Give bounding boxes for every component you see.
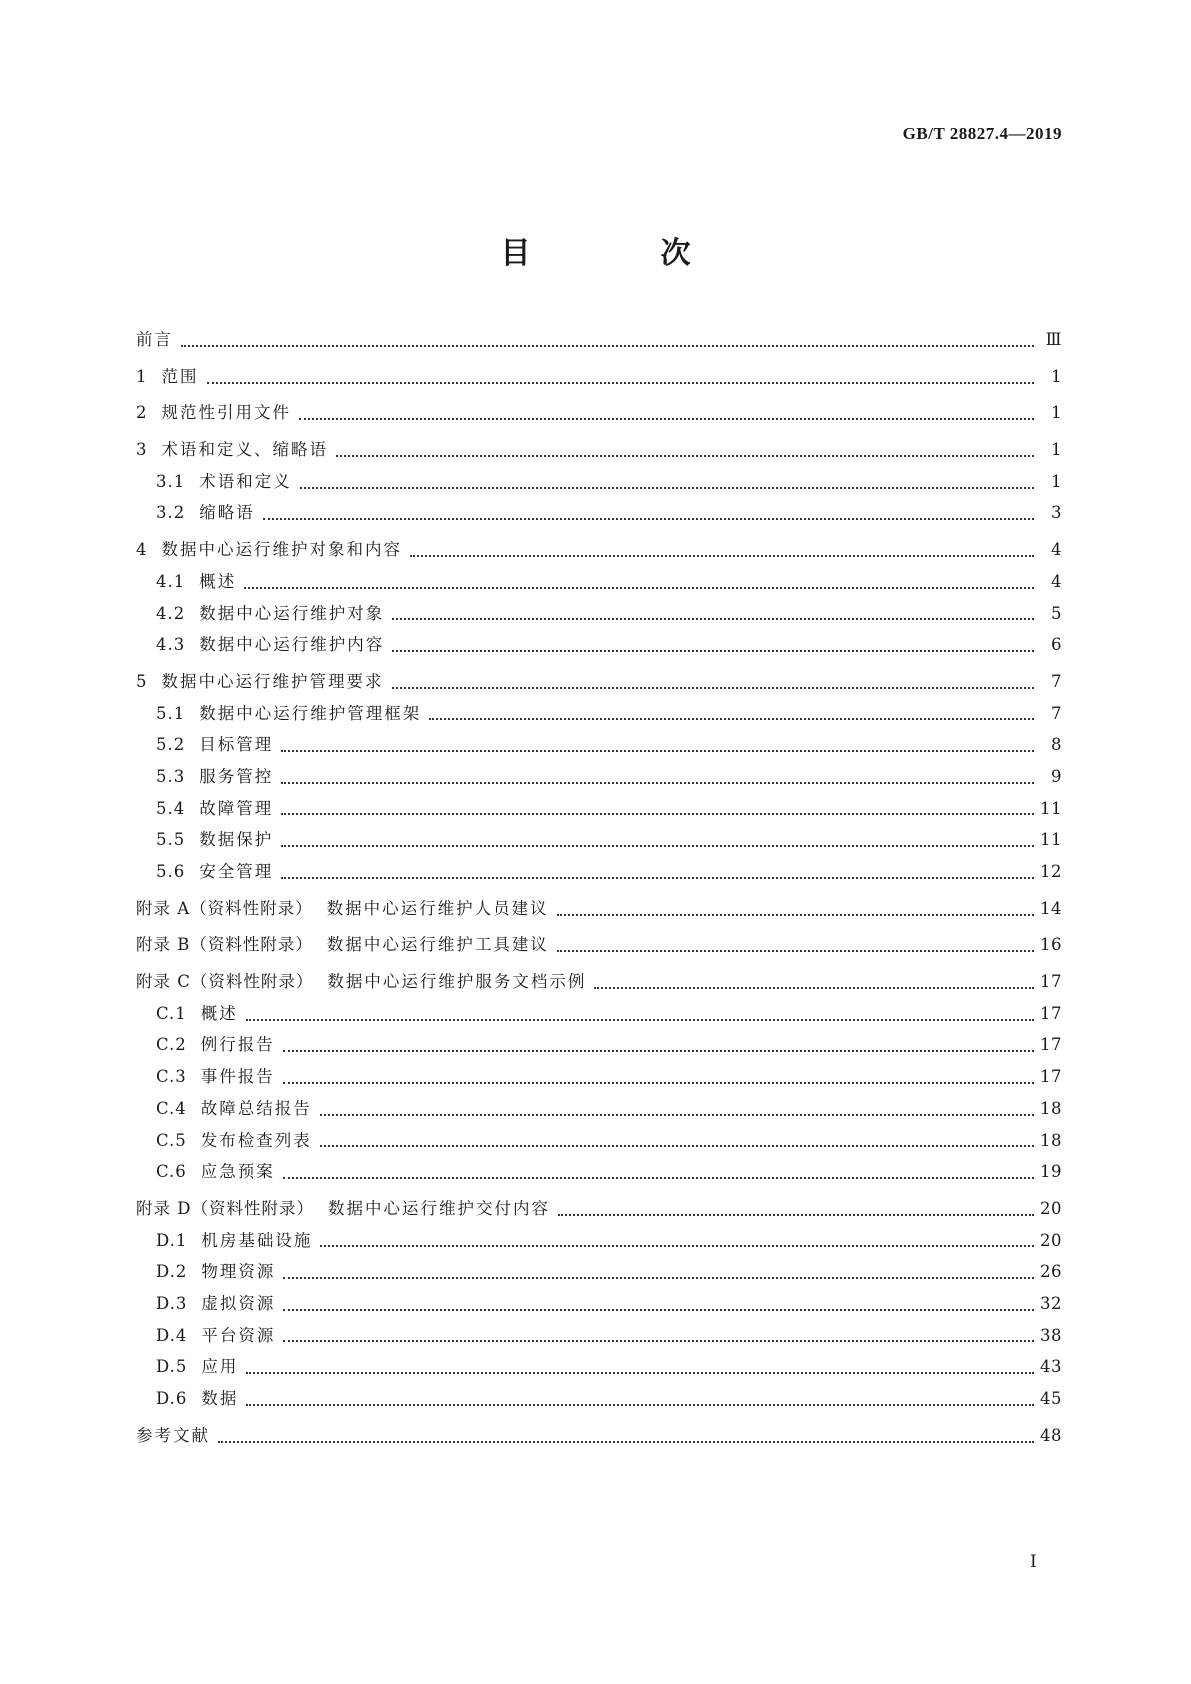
toc-entry[interactable] (136, 731, 1062, 763)
dot-leader (283, 1082, 1034, 1084)
toc-entry-page: 17 (1040, 972, 1062, 992)
toc-entry-number: 3 (136, 440, 148, 460)
toc-entry-title: 服务管控 (199, 766, 274, 786)
toc-entry-page: Ⅲ (1045, 330, 1062, 349)
dot-leader (336, 455, 1034, 457)
toc-entry-page: 48 (1040, 1425, 1062, 1445)
toc-entry[interactable] (136, 499, 1062, 531)
dot-leader (207, 382, 1035, 384)
dot-leader (246, 1404, 1034, 1406)
toc-entry[interactable] (136, 436, 1062, 468)
toc-entry-number: D.1 (156, 1230, 188, 1250)
toc-entry-title: 数据中心运行维护管理框架 (199, 703, 422, 723)
toc-entry[interactable] (136, 968, 1062, 1000)
page-title: 目 次 (500, 236, 741, 271)
toc-entry-page: 5 (1051, 603, 1062, 623)
toc-entry-page: 20 (1040, 1230, 1062, 1250)
toc-entry[interactable] (136, 1063, 1062, 1095)
toc-entry-title: 术语和定义 (199, 471, 292, 491)
toc-entry-title: 概述 (200, 1003, 238, 1023)
dot-leader (283, 1050, 1034, 1052)
toc-entry-page: 1 (1051, 471, 1062, 491)
toc-entry-page: 9 (1051, 766, 1062, 786)
toc-entry-number: D.4 (156, 1325, 188, 1345)
toc-entry-page: 4 (1051, 571, 1062, 591)
toc-entry-page: 7 (1051, 671, 1062, 691)
dot-leader (300, 487, 1034, 489)
toc-entry[interactable] (136, 1031, 1062, 1063)
toc-entry-page: 17 (1040, 1067, 1062, 1087)
dot-leader (281, 813, 1034, 815)
toc-entry-number: C.5 (156, 1130, 187, 1150)
toc-entry-number: 5.1 (156, 703, 186, 723)
toc-entry-number: 附录 A（资料性附录） (136, 898, 313, 918)
toc-entry-title: 数据中心运行维护人员建议 (326, 898, 549, 918)
dot-leader (283, 1177, 1034, 1179)
toc-entry-number: 5.2 (156, 735, 186, 755)
toc-entry-page: 12 (1040, 862, 1062, 881)
dot-leader (246, 1019, 1034, 1021)
toc-entry-page: 43 (1040, 1357, 1062, 1377)
dot-leader (594, 987, 1034, 989)
toc-entry[interactable] (136, 826, 1062, 858)
toc-entry-number: C.2 (156, 1035, 187, 1055)
toc-entry-number: D.3 (156, 1293, 188, 1313)
dot-leader (299, 418, 1034, 420)
toc-entry[interactable] (136, 1290, 1062, 1322)
toc-entry-page: 3 (1051, 503, 1062, 523)
toc-entry[interactable] (136, 468, 1062, 500)
dot-leader (283, 1340, 1034, 1342)
toc-entry-title: 故障管理 (199, 798, 274, 818)
document-code: GB/T 28827.4—2019 (902, 124, 1062, 143)
dot-leader (263, 518, 1034, 520)
toc-entry-number: 附录 B（资料性附录） (136, 935, 313, 955)
toc-entry-number: 5 (136, 671, 148, 691)
toc-entry-title: 数据中心运行维护交付内容 (327, 1198, 550, 1218)
toc-entry-title: 例行报告 (200, 1035, 275, 1055)
dot-leader (281, 782, 1034, 784)
toc-entry[interactable] (136, 931, 1062, 963)
toc-entry-page: 1 (1051, 403, 1062, 423)
dot-leader (557, 914, 1034, 916)
toc-entry-number: 附录 C（资料性附录） (136, 972, 314, 992)
toc-entry-title: 数据中心运行维护对象和内容 (161, 540, 402, 560)
toc-entry-number: 4.1 (156, 571, 186, 591)
toc-entry-title: 故障总结报告 (200, 1098, 312, 1118)
toc-entry-number: 3.2 (156, 503, 186, 523)
toc-entry-title: 虚拟资源 (201, 1293, 276, 1313)
toc-entry-number: 5.5 (156, 830, 186, 850)
toc-entry-page: 1 (1051, 366, 1062, 386)
toc-entry-page: 45 (1040, 1389, 1062, 1408)
toc-entry-title: 应用 (201, 1357, 239, 1377)
dot-leader (244, 587, 1034, 589)
dot-leader (320, 1145, 1034, 1147)
dot-leader (320, 1245, 1034, 1247)
dot-leader (246, 1372, 1034, 1374)
dot-leader (281, 845, 1034, 847)
toc-entry-title: 前言 (136, 330, 173, 349)
toc-entry[interactable] (136, 700, 1062, 732)
toc-entry-title: 数据保护 (199, 830, 274, 850)
toc-entry-page: 18 (1040, 1098, 1062, 1118)
toc-entry[interactable] (136, 1127, 1062, 1159)
toc-entry-number: C.3 (156, 1067, 187, 1087)
toc-entry-title: 概述 (199, 571, 237, 591)
toc-entry-number: 4.2 (156, 603, 186, 623)
toc-entry-title: 平台资源 (201, 1325, 276, 1345)
toc-entry-page: 19 (1040, 1162, 1062, 1182)
toc-entry[interactable] (136, 399, 1062, 431)
toc-entry-title: 参考文献 (136, 1425, 210, 1445)
toc-entry-page: 6 (1051, 635, 1062, 655)
toc-entry-number: 5.6 (156, 862, 186, 881)
toc-entry[interactable] (136, 631, 1062, 663)
dot-leader (218, 1441, 1034, 1443)
dot-leader (410, 555, 1034, 557)
toc-entry-page: 26 (1040, 1262, 1062, 1282)
toc-entry-title: 数据中心运行维护工具建议 (326, 935, 549, 955)
toc-entry-title: 发布检查列表 (200, 1130, 312, 1150)
toc-entry-page: 1 (1051, 440, 1062, 460)
toc-entry[interactable] (136, 1000, 1062, 1032)
toc-entry-number: 附录 D（资料性附录） (136, 1198, 314, 1218)
toc-entry-title: 数据中心运行维护内容 (199, 635, 385, 655)
toc-entry[interactable] (136, 1195, 1062, 1227)
toc-entry-title: 目标管理 (199, 735, 274, 755)
toc-entry-title: 数据中心运行维护服务文档示例 (327, 972, 587, 992)
toc-entry[interactable] (136, 1322, 1062, 1354)
toc-entry[interactable] (136, 568, 1062, 600)
toc-entry-number: C.4 (156, 1098, 187, 1118)
toc-entry[interactable] (136, 1385, 1062, 1417)
toc-entry-page: 7 (1051, 703, 1062, 723)
toc-entry-page: 11 (1040, 830, 1062, 850)
toc-entry-number: D.6 (156, 1389, 188, 1408)
toc-entry-page: 17 (1040, 1035, 1062, 1055)
toc-entry[interactable] (136, 895, 1062, 927)
page-number: I (1030, 1552, 1037, 1572)
dot-leader (557, 950, 1034, 952)
toc-entry[interactable] (136, 600, 1062, 632)
toc-entry[interactable] (136, 363, 1062, 395)
toc-entry-number: C.6 (156, 1162, 187, 1182)
toc-entry-page: 11 (1040, 798, 1062, 818)
dot-leader (392, 650, 1034, 652)
toc-entry-page: 8 (1051, 735, 1062, 755)
toc-entry-title: 缩略语 (199, 503, 255, 523)
toc-entry-page: 20 (1040, 1198, 1062, 1218)
toc-entry-page: 18 (1040, 1130, 1062, 1150)
toc-entry[interactable] (136, 1095, 1062, 1127)
dot-leader (320, 1114, 1034, 1116)
toc-entry-number: C.1 (156, 1003, 187, 1023)
toc-entry-number: D.2 (156, 1262, 188, 1282)
toc-entry-title: 事件报告 (200, 1067, 275, 1087)
dot-leader (181, 345, 1034, 347)
toc-entry[interactable] (136, 1422, 1062, 1454)
toc-entry-title: 数据中心运行维护管理要求 (161, 671, 384, 691)
dot-leader (429, 718, 1034, 720)
toc-entry-page: 32 (1040, 1293, 1062, 1313)
toc-entry-title: 范围 (161, 366, 199, 386)
toc-entry[interactable] (136, 1227, 1062, 1259)
toc-entry-page: 14 (1040, 898, 1062, 918)
toc-entry[interactable] (136, 1258, 1062, 1290)
toc-entry-title: 规范性引用文件 (161, 403, 291, 423)
toc-entry-number: 1 (136, 366, 148, 386)
toc-entry-page: 17 (1040, 1003, 1062, 1023)
toc-entry-title: 数据中心运行维护对象 (199, 603, 385, 623)
toc-entry-page: 16 (1040, 935, 1062, 955)
toc-entry-number: 4 (136, 540, 148, 560)
toc-entry-number: 5.3 (156, 766, 186, 786)
toc-entry-number: 5.4 (156, 798, 186, 818)
toc-entry-number: 4.3 (156, 635, 186, 655)
toc-entry-title: 术语和定义、缩略语 (161, 440, 328, 460)
toc-entry[interactable] (136, 536, 1062, 568)
toc-entry-page: 4 (1051, 540, 1062, 560)
dot-leader (283, 1309, 1034, 1311)
toc-entry[interactable] (136, 668, 1062, 700)
dot-leader (281, 750, 1034, 752)
toc-entry[interactable] (136, 1353, 1062, 1385)
toc-entry-number: 3.1 (156, 471, 186, 491)
toc-entry-title: 物理资源 (201, 1262, 276, 1282)
table-of-contents (136, 326, 1062, 1453)
dot-leader (283, 1277, 1034, 1279)
toc-entry-title: 安全管理 (199, 862, 274, 881)
dot-leader (392, 687, 1035, 689)
toc-entry-title: 数据 (201, 1389, 239, 1408)
dot-leader (392, 618, 1034, 620)
toc-entry[interactable] (136, 763, 1062, 795)
dot-leader (281, 877, 1034, 879)
toc-entry-number: 2 (136, 403, 148, 423)
toc-entry[interactable] (136, 858, 1062, 890)
toc-entry-number: D.5 (156, 1357, 188, 1377)
toc-entry-title: 机房基础设施 (201, 1230, 313, 1250)
toc-entry[interactable] (136, 1158, 1062, 1190)
toc-entry[interactable] (136, 326, 1062, 358)
toc-entry-title: 应急预案 (200, 1162, 275, 1182)
toc-entry[interactable] (136, 795, 1062, 827)
toc-entry-page: 38 (1040, 1325, 1062, 1345)
dot-leader (558, 1214, 1034, 1216)
